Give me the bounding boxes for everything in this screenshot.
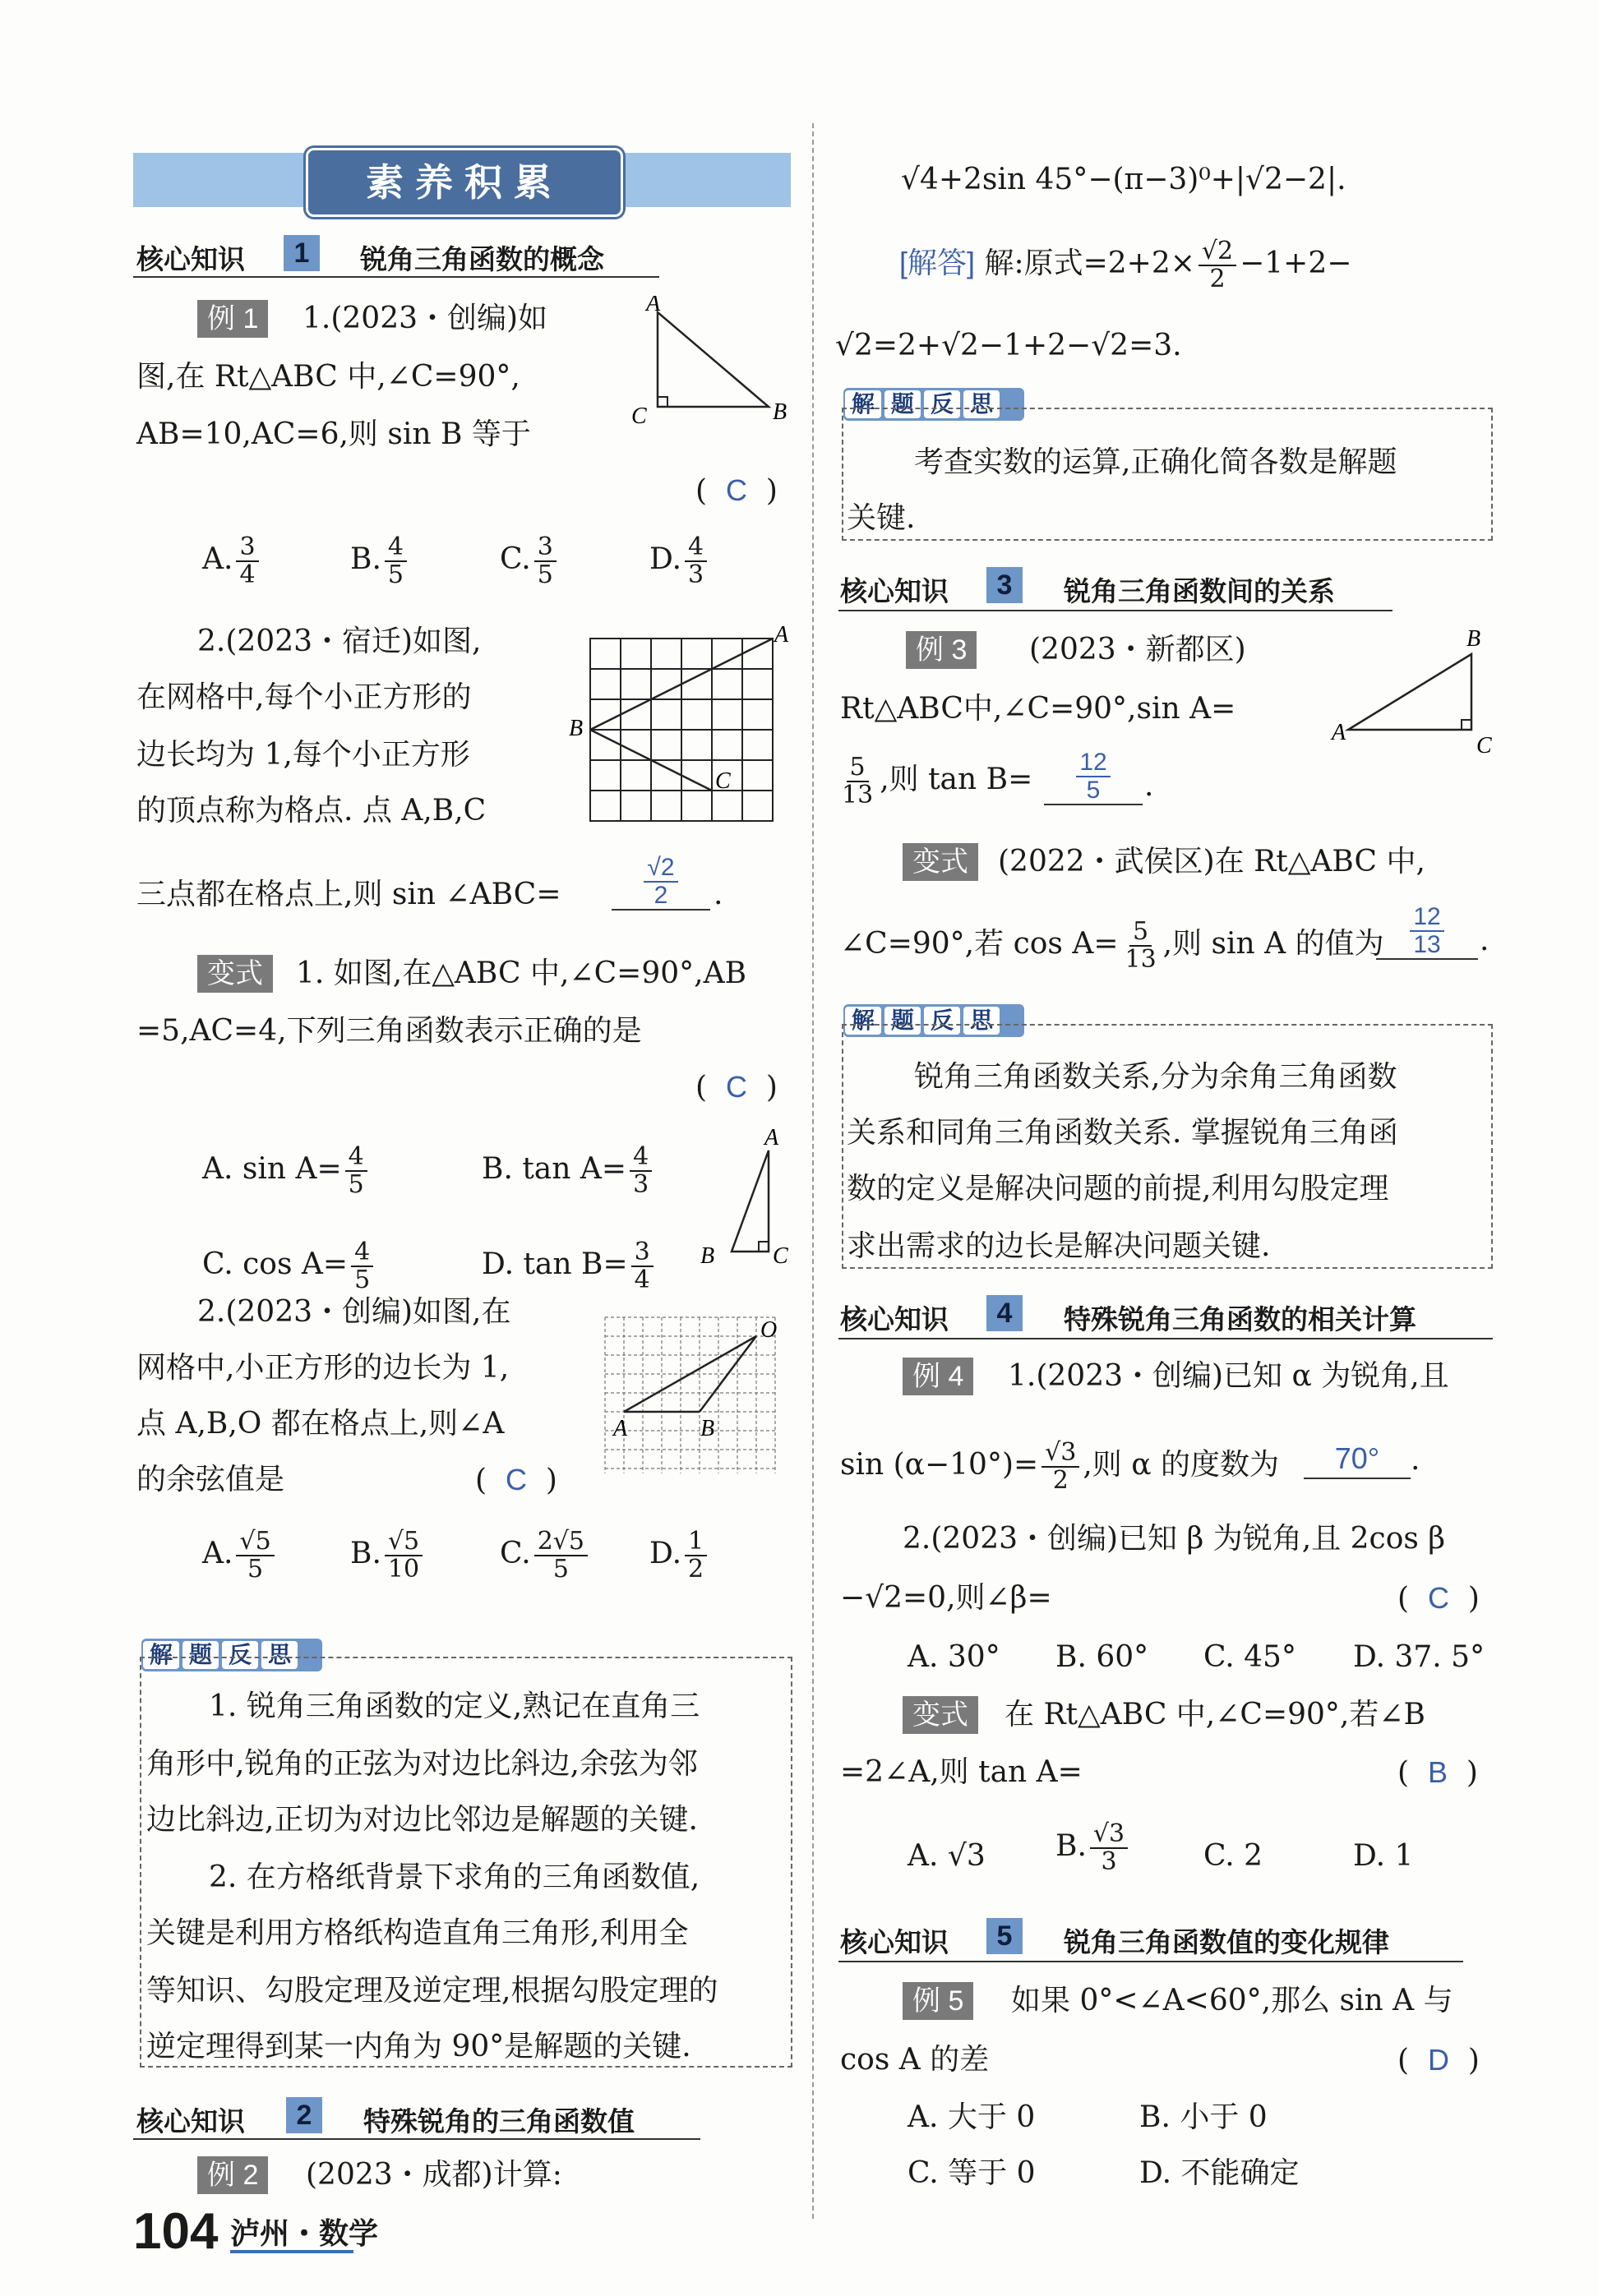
reflect1-tag: 解 题 反 思 xyxy=(141,1639,322,1671)
reflect1-line1: 1. 锐角三角函数的定义,熟记在直角三 xyxy=(209,1690,700,1723)
ex3-answer-num: 12 xyxy=(1076,749,1110,777)
reflect3-line3: 数的定义是解决问题的前提,利用勾股定理 xyxy=(847,1172,1389,1206)
ex2-line1: (2023・成都)计算: xyxy=(306,2158,562,2192)
reflect1-line5: 关键是利用方格纸构造直角三角形,利用全 xyxy=(146,1916,689,1950)
reflect1-line4: 2. 在方格纸背景下求角的三角函数值, xyxy=(209,1860,700,1894)
var1-option-a: A. sin A= $\frac{4}{5}$ xyxy=(202,1144,371,1198)
footer-title: 泸州・数学 xyxy=(230,2216,379,2250)
svg-text:B: B xyxy=(569,716,584,741)
k2-title: 特殊锐角的三角函数值 xyxy=(363,2106,635,2137)
k2-tag: 核心知识 xyxy=(136,2106,245,2137)
ex4-q1-line1: 1.(2023・创编)已知 α 为锐角,且 xyxy=(1008,1359,1449,1393)
ex3-line1: (2023・新都区) xyxy=(1029,633,1246,666)
ex1-q1-line3: AB=10,AC=6,则 sin B 等于 xyxy=(136,417,531,451)
svg-text:C: C xyxy=(773,1243,788,1269)
ex4-q1-answer-blank: 70° . xyxy=(1304,1440,1420,1479)
ex4-q2-option-b: B. 60° xyxy=(1055,1640,1149,1674)
var1-q1-answer-paren: ( C ) xyxy=(695,1070,778,1104)
k4-num: 4 xyxy=(986,1295,1023,1331)
svg-text:O: O xyxy=(760,1317,778,1343)
reflect3-tag: 解 题 反 思 xyxy=(843,1004,1024,1037)
reflect2-tag: 解 题 反 思 xyxy=(843,388,1024,421)
grid-figure-2 xyxy=(592,1311,806,1483)
ex2-line2: √4+2sin 45°−(π−3)⁰+|√2−2|. xyxy=(901,163,1346,196)
var4-line1: 在 Rt△ABC 中,∠C=90°,若∠B xyxy=(1005,1698,1425,1731)
ex2-tag: 例 2 xyxy=(197,2156,268,2194)
svg-text:A: A xyxy=(1332,720,1346,745)
ex3-answer-den: 5 xyxy=(1086,777,1101,804)
var1-q2-line4: 的余弦值是 xyxy=(136,1463,285,1496)
section-banner: 素养积累 xyxy=(306,148,623,217)
var1-q2-line2: 网格中,小正方形的边长为 1, xyxy=(136,1351,510,1385)
ex1-q1-answer: C xyxy=(725,473,747,507)
page-number: 104 xyxy=(133,2203,219,2260)
ex4-q2-line1: 2.(2023・创编)已知 β 为锐角,且 2cos β xyxy=(903,1522,1446,1556)
ex2-solution-line1: [解答] 解:原式=2+2× $\frac{√2}{2}$ −1+2− xyxy=(899,237,1352,293)
var1-q2-option-a: A. $\frac{√5}{5}$ xyxy=(202,1528,278,1583)
var4-option-c: C. 2 xyxy=(1203,1839,1263,1873)
ex1-q2-answer-den: 2 xyxy=(654,882,668,909)
var1-q1-answer: C xyxy=(725,1070,747,1104)
var1-tag: 变式 xyxy=(197,955,273,993)
svg-text:C: C xyxy=(1476,733,1492,758)
var1-q2-option-b: B. $\frac{√5}{10}$ xyxy=(350,1528,426,1583)
reflect3-line1: 锐角三角函数关系,分为余角三角函数 xyxy=(914,1060,1397,1094)
reflect3-line2: 关系和同角三角函数关系. 掌握锐角三角函 xyxy=(847,1116,1398,1150)
var1-option-d: D. tan B= $\frac{3}{4}$ xyxy=(482,1239,657,1293)
var1-option-b: B. tan A= $\frac{4}{3}$ xyxy=(482,1144,655,1198)
reflect2-line1: 考查实数的运算,正确化简各数是解题 xyxy=(914,445,1397,479)
k3-num: 3 xyxy=(986,567,1023,603)
triangle-figure-1 xyxy=(625,296,806,436)
k2-underline xyxy=(133,2138,700,2140)
var4-line2: =2∠A,则 tan A= xyxy=(840,1755,1083,1789)
k3-title: 锐角三角函数间的关系 xyxy=(1064,576,1335,606)
var1-option-c: C. cos A= $\frac{4}{5}$ xyxy=(202,1239,376,1293)
svg-text:C: C xyxy=(715,768,731,794)
ex4-tag: 例 4 xyxy=(903,1358,973,1395)
k4-tag: 核心知识 xyxy=(840,1304,949,1335)
reflect1-line3: 边比斜边,正切为对边比邻边是解题的关键. xyxy=(146,1803,698,1837)
triangle-figure-3 xyxy=(1323,625,1496,764)
ex1-q1-option-d: D. $\frac{4}{3}$ xyxy=(649,534,710,588)
k5-underline xyxy=(838,1961,1463,1962)
svg-text:A: A xyxy=(774,622,789,648)
reflect2-line2: 关键. xyxy=(847,501,916,535)
ex1-q2-line5: 三点都在格点上,则 sin ∠ABC= xyxy=(136,878,561,911)
ex3-line3: $\frac{5}{13}$ ,则 tan B= xyxy=(842,753,1033,809)
var4-answer-paren: ( B ) xyxy=(1397,1755,1478,1790)
var1-q2-answer: C xyxy=(505,1463,527,1496)
k1-num: 1 xyxy=(284,235,320,271)
reflect1-line2: 角形中,锐角的正弦为对边比斜边,余弦为邻 xyxy=(146,1747,698,1781)
k4-title: 特殊锐角三角函数的相关计算 xyxy=(1064,1304,1416,1335)
ex1-q2-line2: 在网格中,每个小正方形的 xyxy=(136,680,472,714)
ex1-q1-line2: 图,在 Rt△ABC 中,∠C=90°, xyxy=(136,360,520,394)
label-A: A xyxy=(646,296,661,316)
ex5-line2: cos A 的差 xyxy=(840,2043,990,2077)
ex5-option-d: D. 不能确定 xyxy=(1139,2156,1300,2190)
ex5-answer: D xyxy=(1427,2043,1449,2077)
ex1-q2-line3: 边长均为 1,每个小正方形 xyxy=(136,738,470,772)
ex2-solution-line2: √2=2+√2−1+2−√2=3. xyxy=(835,329,1182,362)
var4-option-b: B. $\frac{√3}{3}$ xyxy=(1055,1821,1131,1875)
ex1-q1-line1: 1.(2023・创编)如 xyxy=(303,302,548,335)
var3-line2: ∠C=90°,若 cos A= $\frac{5}{13}$ ,则 sin A 的值为 xyxy=(840,917,1384,974)
ex5-option-c: C. 等于 0 xyxy=(908,2156,1036,2190)
ex4-q1-line2: sin (α−10°)= $\frac{√3}{2}$ ,则 α 的度数为 xyxy=(840,1438,1280,1495)
var3-answer-den: 13 xyxy=(1413,931,1441,958)
ex4-q2-answer: C xyxy=(1427,1581,1449,1615)
svg-text:A: A xyxy=(613,1416,628,1441)
grid-figure-1 xyxy=(567,620,806,830)
ex1-q1-option-a: A. $\frac{3}{4}$ xyxy=(202,534,262,588)
var1-q2-option-d: D. $\frac{1}{2}$ xyxy=(649,1528,710,1583)
k1-underline xyxy=(133,276,659,278)
ex4-q2-answer-paren: ( C ) xyxy=(1397,1581,1480,1616)
var1-q1-line1: 1. 如图,在△ABC 中,∠C=90°,AB xyxy=(296,957,747,990)
k3-underline xyxy=(838,610,1392,611)
ex1-q2-line4: 的顶点称为格点. 点 A,B,C xyxy=(136,794,487,828)
k2-num: 2 xyxy=(286,2097,322,2133)
var1-q2-answer-paren: ( C ) xyxy=(475,1463,557,1497)
reflect1-line7: 逆定理得到某一内角为 90°是解题的关键. xyxy=(146,2030,691,2063)
ex4-q2-option-a: A. 30° xyxy=(908,1640,1000,1674)
var1-q1-line2: =5,AC=4,下列三角函数表示正确的是 xyxy=(136,1014,642,1048)
ex5-tag: 例 5 xyxy=(903,1982,973,2020)
ex3-tag: 例 3 xyxy=(906,631,977,669)
svg-text:B: B xyxy=(700,1416,715,1441)
var3-answer-blank xyxy=(1376,904,1478,960)
ex5-option-b: B. 小于 0 xyxy=(1139,2100,1268,2134)
k5-tag: 核心知识 xyxy=(840,1927,949,1957)
ex4-q2-line2: −√2=0,则∠β= xyxy=(840,1581,1052,1615)
var3-answer-num: 12 xyxy=(1410,904,1443,932)
var3-tag: 变式 xyxy=(903,843,978,881)
ex1-q2-answer-blank xyxy=(612,855,710,911)
var1-q2-line1: 2.(2023・创编)如图,在 xyxy=(197,1295,511,1329)
triangle-figure-2 xyxy=(690,1122,806,1274)
label-B: B xyxy=(773,399,787,425)
ex3-answer-blank xyxy=(1044,749,1143,805)
var4-answer: B xyxy=(1427,1755,1448,1789)
k3-tag: 核心知识 xyxy=(840,576,949,606)
page: 素养积累 核心知识 1 锐角三角函数的概念 例 1 1.(2023・创编)如 图,在 Rt△ABC 中,∠C=90°, AB=10,AC=6,则 sin B 等于 A C B ( C ) A. $\frac{3}{4}$ B. $\frac{4}{5}$ C. $\frac{3}{5}$ D. $\frac{4}{3}$ 2.(2023・宿迁)如图, 在网格中,每个小正方形的 边长均为 1,每个小正方形 的顶点称为格点. 点 A,B,C A B C 三点都在格点上,则 sin ∠ABC= $\frac{√2}{2}$ . 变式 1. 如图,在△ABC 中,∠C=90°,AB =5,AC=4,下列三角函数表示正确的是 ( C ) A. sin A= $\frac{4}{5}$ B. tan A= $\frac{4}{3}$ C. cos A= $\frac{4}{5}$ D. tan B= $\frac{3}{4}$ A B C 2.(2023・创编)如图,在 网格中,小正方形的边长为 1, 点 A,B,O 都在格点上,则∠A 的余弦值是 ( C ) O A B A. $\frac{√5}{5}$ B. $\frac{√5}{10}$ C. $\frac{2√5}{5}$ D. $\frac{1}{2}$ 解 题 反 思 1. 锐角三角函数的定义,熟记在直角三 角形中,锐角的正弦为对边比斜边,余弦为邻 边比斜边,正切为对边比邻边是解题的关键. 2. 在方格纸背景下求角的三角函数值, 关键是利用方格纸构造直角三角形,利用全 等知识、勾股定理及逆定理,根据勾股定理的 逆定理得到某一内角为 90°是解题的关键. 核心知识 2 特殊锐角的三角函数值 例 2 (2023・成都)计算: 104 泸州・数学 √4+2sin 45°−(π−3)⁰+|√2−2|. [解答] 解:原式=2+2× $\frac{√2}{2}$ −1+2− √2=2+√2−1+2−√2=3. 解 题 反 思 考查实数的运算,正确化简各数是解题 关键. 核心知识 3 锐角三角函数间的关系 例 3 (2023・新都区) B A C Rt△ABC中,∠C=90°,sin A= $\frac{5}{13}$ ,则 tan B= $\frac{12}{5}$ . 变式 (2022・武侯区)在 Rt△ABC 中, ∠C=90°,若 cos A= $\frac{5}{13}$ ,则 sin A 的值为 $\frac{12}{13}$ . 解 题 反 思 锐角三角函数关系,分为余角三角函数 关系和同角三角函数关系. 掌握锐角三角函 数的定义是解决问题的前提,利用勾股定理 求出需求的边长是解决问题关键. 核心知识 4 特殊锐角三角函数的相关计算 例 4 1.(2023・创编)已知 α 为锐角,且 sin (α−10°)= $\frac{√3}{2}$ ,则 α 的度数为 70° . 2.(2023・创编)已知 β 为锐角,且 2cos β −√2=0,则∠β= ( C ) A. 30° B. 60° C. 45° D. 37. 5° 变式 在 Rt△ABC 中,∠C=90°,若∠B =2∠A,则 tan A= ( B ) A. √3 B. $\frac{√3}{3}$ C. 2 D. 1 核心知识 5 锐角三角函数值的变化规律 例 5 如果 0°<∠A<60°,那么 sin A 与 cos A 的差 ( D ) A. 大于 0 B. 小于 0 C. 等于 0 D. 不能确定 xyxy=(0,0,1598,2296)
reflect1-line6: 等知识、勾股定理及逆定理,根据勾股定理的 xyxy=(146,1974,718,2008)
k1-title: 锐角三角函数的概念 xyxy=(360,244,604,274)
var1-q2-option-c: C. $\frac{2√5}{5}$ xyxy=(500,1528,591,1583)
ex5-option-a: A. 大于 0 xyxy=(908,2100,1036,2134)
svg-text:B: B xyxy=(700,1243,715,1269)
footer-underline xyxy=(230,2250,353,2253)
ex1-q2-answer-num: √2 xyxy=(644,855,677,883)
ex1-q1-option-c: C. $\frac{3}{5}$ xyxy=(500,534,560,588)
var4-tag: 变式 xyxy=(903,1696,978,1734)
ex3-line2: Rt△ABC中,∠C=90°,sin A= xyxy=(840,692,1236,726)
ex5-line1: 如果 0°<∠A<60°,那么 sin A 与 xyxy=(1011,1984,1453,2017)
var4-option-d: D. 1 xyxy=(1353,1839,1414,1873)
svg-text:B: B xyxy=(1466,626,1481,652)
ex2-solution-tag: [解答] xyxy=(899,246,976,279)
column-divider xyxy=(812,123,814,2219)
reflect3-line4: 求出需求的边长是解决问题关键. xyxy=(847,1229,1271,1263)
ex5-answer-paren: ( D ) xyxy=(1397,2043,1480,2077)
var3-line1: (2022・武侯区)在 Rt△ABC 中, xyxy=(998,845,1425,878)
ex4-q1-answer: 70° xyxy=(1304,1440,1411,1479)
ex4-q2-option-d: D. 37. 5° xyxy=(1353,1640,1485,1674)
label-C: C xyxy=(631,403,647,429)
svg-text:A: A xyxy=(764,1125,779,1150)
k4-underline xyxy=(838,1338,1493,1339)
ex1-q1-option-b: B. $\frac{4}{5}$ xyxy=(350,534,410,588)
ex1-q1-answer-paren: ( C ) xyxy=(695,473,778,508)
ex4-q2-option-c: C. 45° xyxy=(1203,1640,1296,1674)
k5-num: 5 xyxy=(986,1918,1023,1954)
k1-tag: 核心知识 xyxy=(136,244,245,274)
var1-q2-line3: 点 A,B,O 都在格点上,则∠A xyxy=(136,1407,505,1441)
var4-option-a: A. √3 xyxy=(908,1839,986,1873)
ex1-q2-line1: 2.(2023・宿迁)如图, xyxy=(197,625,482,658)
k5-title: 锐角三角函数值的变化规律 xyxy=(1064,1927,1389,1957)
ex1-tag: 例 1 xyxy=(197,300,268,338)
